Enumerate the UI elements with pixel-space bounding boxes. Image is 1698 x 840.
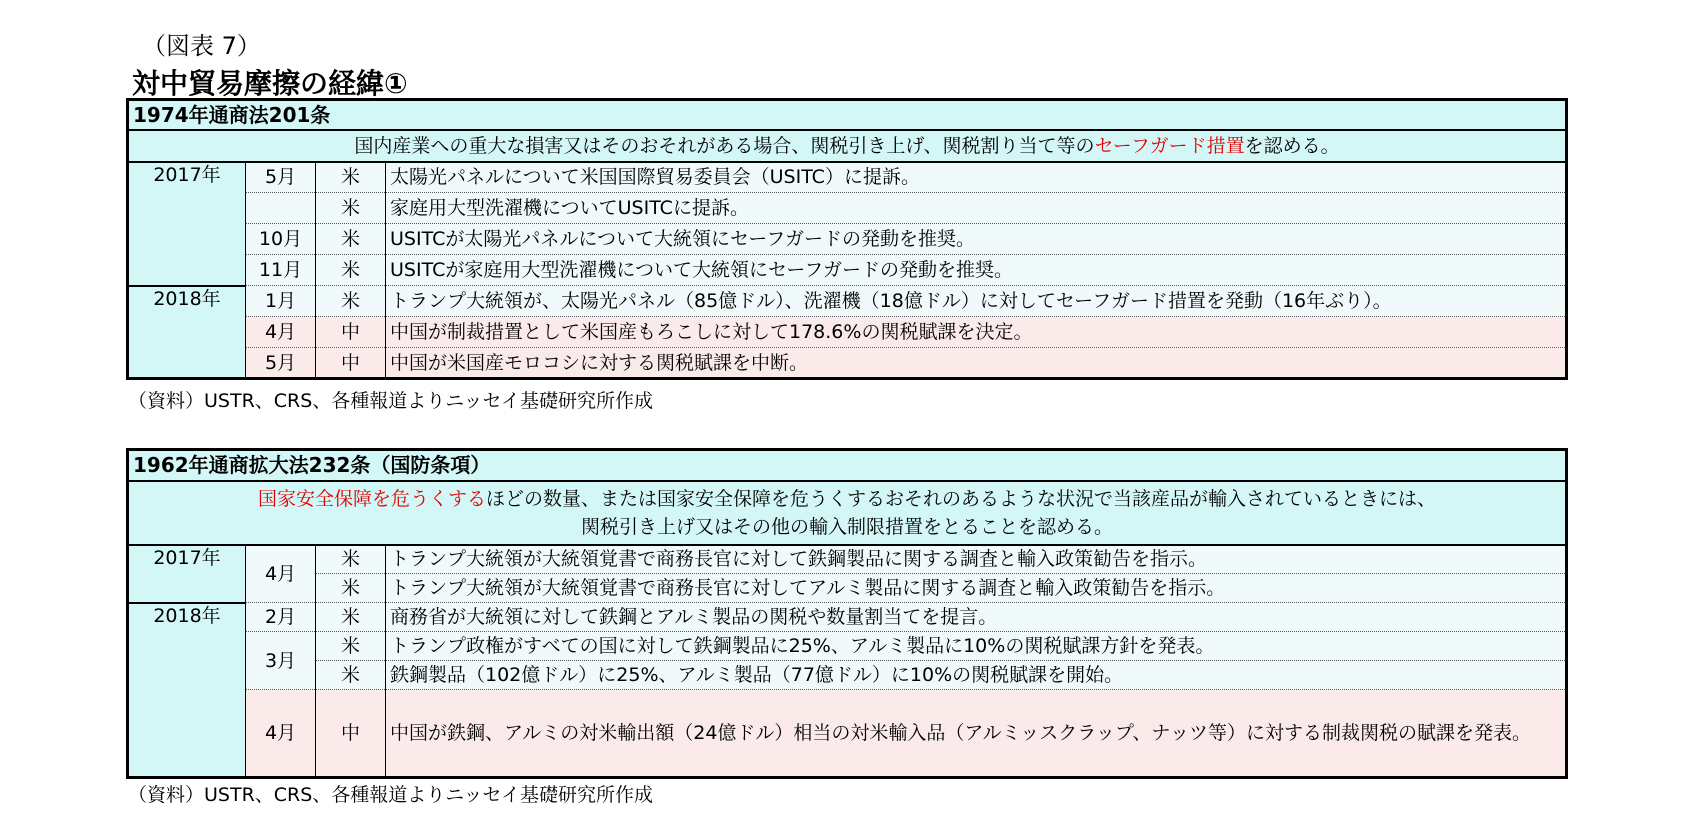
month-cell: 4月: [246, 690, 316, 778]
desc-text-end: を認める。: [1244, 134, 1340, 157]
law-description: [128, 481, 1567, 545]
month-cell: 1月: [246, 286, 316, 317]
desc-text-line2: 関税引き上げ又はその他の輸入制限措置をとることを認める。: [580, 515, 1113, 538]
month-cell: 10月: [246, 224, 316, 255]
country-cell: 米: [316, 224, 386, 255]
desc-text: 国内産業への重大な損害又はそのおそれがある場合、関税引き上げ、関税割り当て等の: [354, 134, 1095, 157]
event-cell: トランプ大統領が大統領覚書で商務長官に対してアルミ製品に関する調査と輸入政策勧告を指示。: [386, 574, 1567, 603]
month-cell: 2月: [246, 603, 316, 632]
event-cell: 太陽光パネルについて米国国際貿易委員会（USITC）に提訴。: [386, 162, 1567, 193]
section-201-table: [126, 98, 1568, 380]
country-cell: 中: [316, 690, 386, 778]
month-cell: 4月: [246, 317, 316, 348]
event-cell: トランプ大統領が、太陽光パネル（85億ドル）、洗濯機（18億ドル）に対してセーフガード措置を発動（16年ぶり）。: [386, 286, 1567, 317]
year-cell: 2017年: [128, 162, 246, 286]
year-cell: 2017年: [128, 545, 246, 603]
country-cell: 米: [316, 255, 386, 286]
page-title: 対中貿易摩擦の経緯①: [132, 67, 408, 100]
law-title: 1962年通商拡大法232条（国防条項）: [128, 450, 1567, 481]
event-cell: 家庭用大型洗濯機についてUSITCに提訴。: [386, 193, 1567, 224]
event-cell: 中国が鉄鋼、アルミの対米輸出額（24億ドル）相当の対米輸入品（アルミッスクラップ、ナッツ等）に対する制裁関税の賦課を発表。: [386, 690, 1567, 778]
country-cell: 米: [316, 632, 386, 661]
month-cell: 5月: [246, 162, 316, 193]
section-232-table: [126, 448, 1568, 779]
month-cell: 4月: [246, 545, 316, 603]
event-cell: 鉄鋼製品（102億ドル）に25%、アルミ製品（77億ドル）に10%の関税賦課を開始。: [386, 661, 1567, 690]
event-cell: 中国が米国産モロコシに対する関税賦課を中断。: [386, 348, 1567, 379]
source-note: （資料）USTR、CRS、各種報道よりニッセイ基礎研究所作成: [128, 784, 653, 806]
country-cell: 米: [316, 162, 386, 193]
event-cell: USITCが家庭用大型洗濯機について大統領にセーフガードの発動を推奨。: [386, 255, 1567, 286]
month-cell: 3月: [246, 632, 316, 690]
source-note: （資料）USTR、CRS、各種報道よりニッセイ基礎研究所作成: [128, 390, 653, 412]
country-cell: 中: [316, 317, 386, 348]
country-cell: 米: [316, 603, 386, 632]
country-cell: 米: [316, 574, 386, 603]
country-cell: 米: [316, 286, 386, 317]
event-cell: トランプ政権がすべての国に対して鉄鋼製品に25%、アルミ製品に10%の関税賦課方針を発表。: [386, 632, 1567, 661]
event-cell: トランプ大統領が大統領覚書で商務長官に対して鉄鋼製品に関する調査と輸入政策勧告を指示。: [386, 545, 1567, 574]
event-cell: 中国が制裁措置として米国産もろこしに対して178.6%の関税賦課を決定。: [386, 317, 1567, 348]
month-cell: 5月: [246, 348, 316, 379]
month-cell: 11月: [246, 255, 316, 286]
desc-highlight: 国家安全保障を危うくする: [257, 487, 486, 510]
year-cell: 2018年: [128, 286, 246, 379]
figure-label: （図表 7）: [142, 32, 261, 60]
event-cell: 商務省が大統領に対して鉄鋼とアルミ製品の関税や数量割当てを提言。: [386, 603, 1567, 632]
year-cell: 2018年: [128, 603, 246, 778]
country-cell: 米: [316, 193, 386, 224]
event-cell: USITCが太陽光パネルについて大統領にセーフガードの発動を推奨。: [386, 224, 1567, 255]
desc-text: ほどの数量、または国家安全保障を危うくするおそれのあるような状況で当該産品が輸入されているときには、: [486, 487, 1437, 510]
country-cell: 米: [316, 661, 386, 690]
law-title: 1974年通商法201条: [128, 100, 1567, 130]
country-cell: 中: [316, 348, 386, 379]
desc-highlight: セーフガード措置: [1094, 134, 1245, 157]
country-cell: 米: [316, 545, 386, 574]
law-description: [128, 130, 1567, 162]
month-cell: [246, 193, 316, 224]
